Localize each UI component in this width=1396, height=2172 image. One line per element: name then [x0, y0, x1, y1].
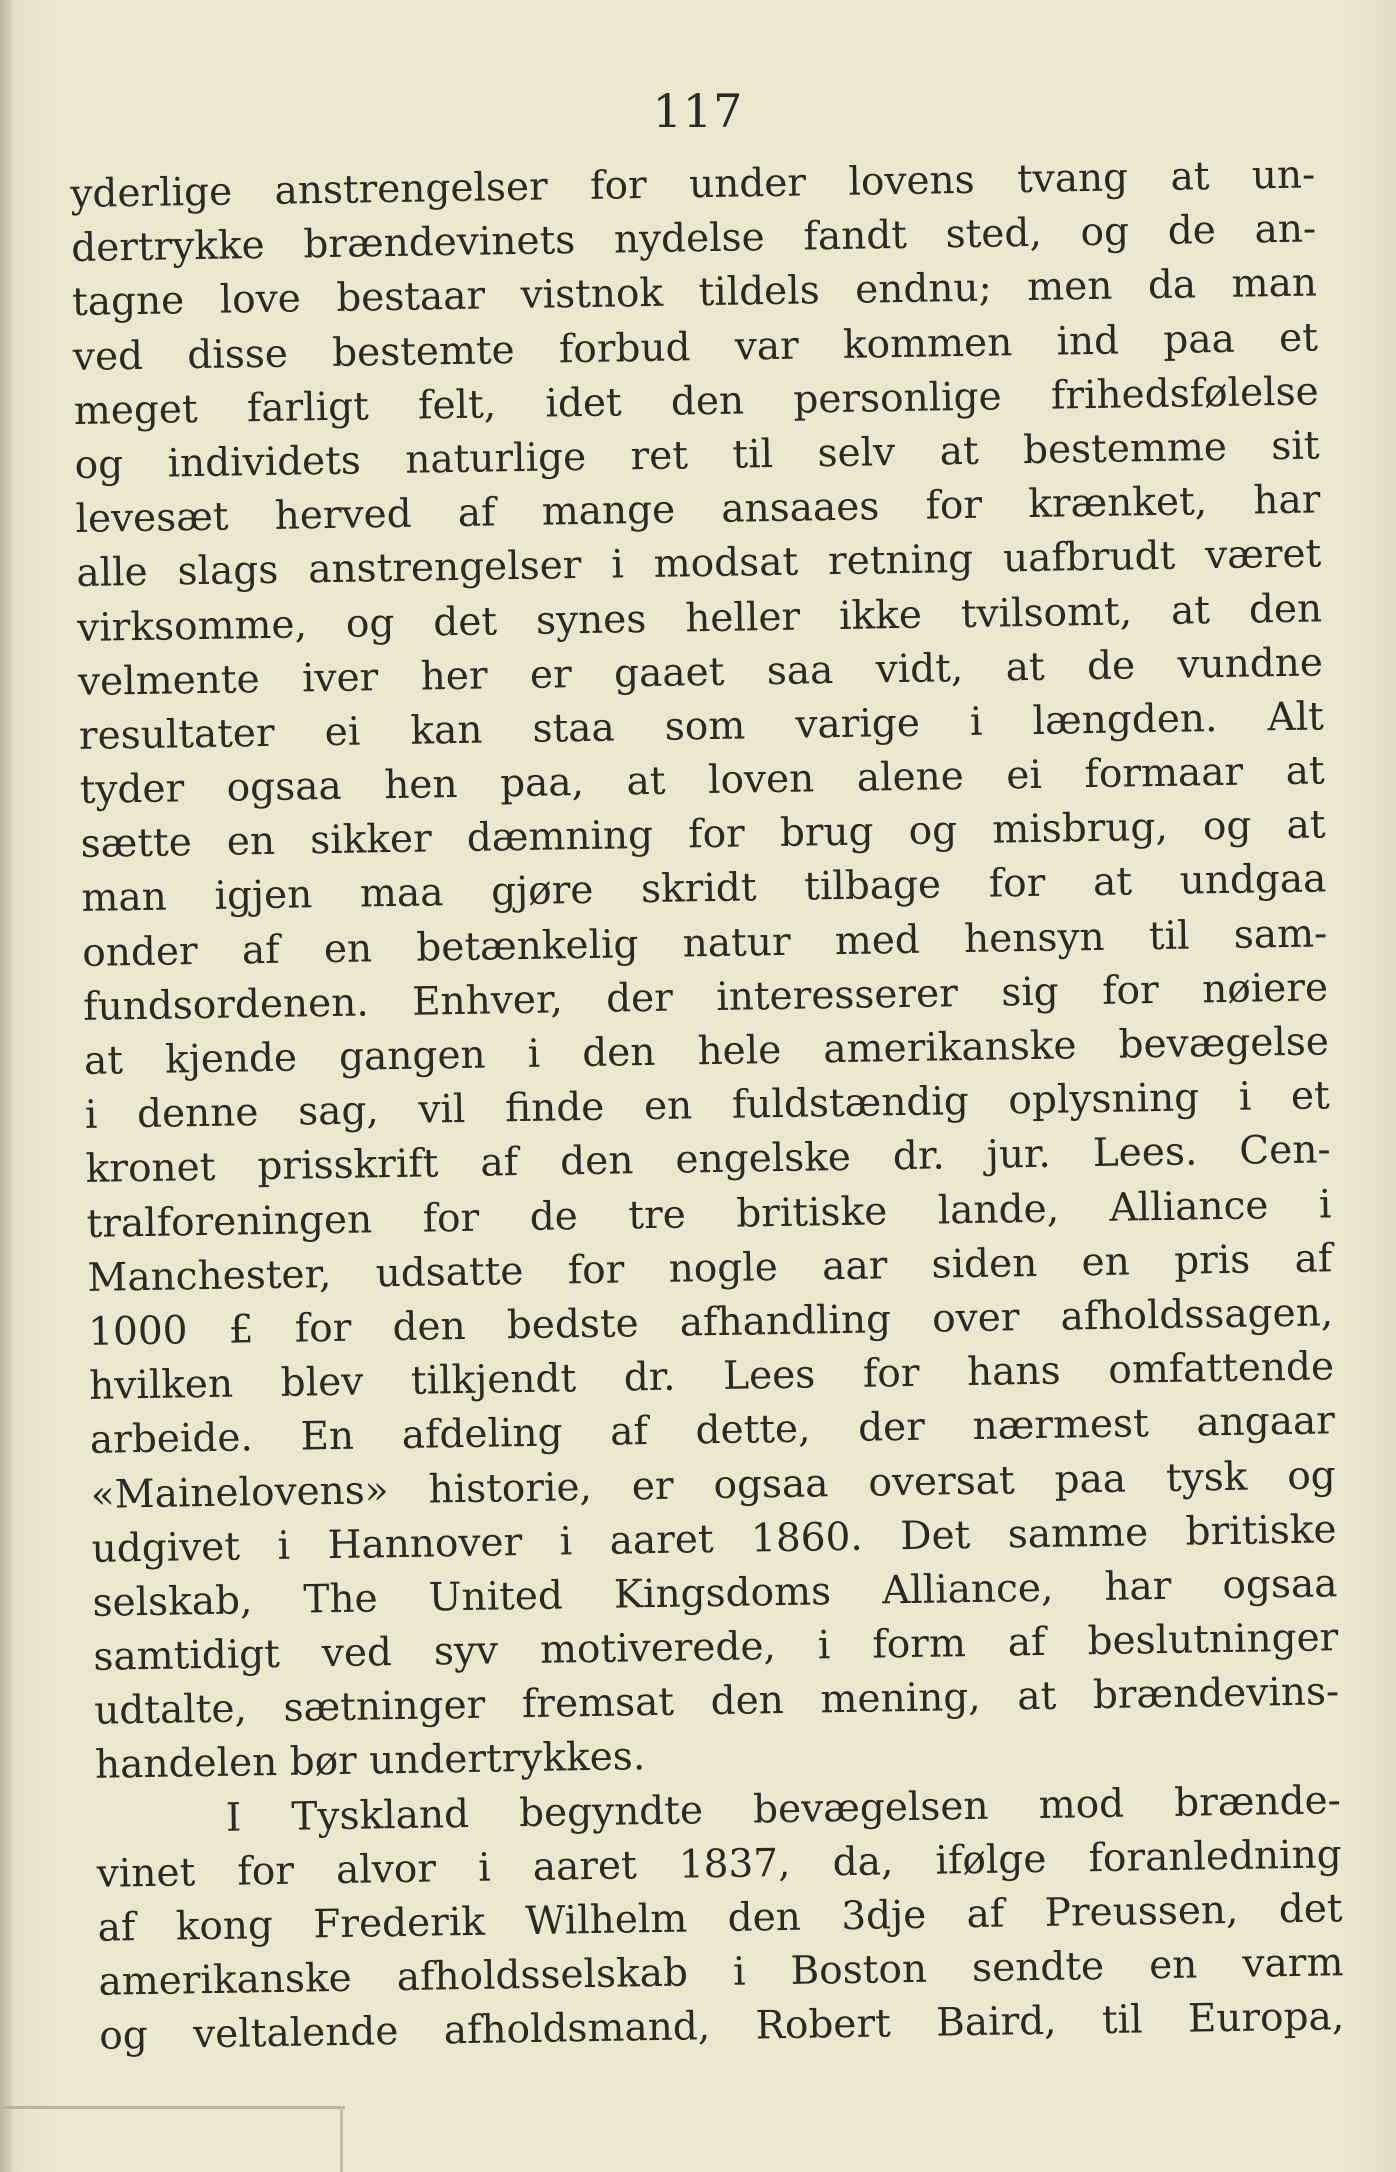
text-line: man igjen maa gjøre skridt tilbage for at undgaa — [81, 856, 1327, 922]
text-line: fundsordenen. Enhver, der interesserer sig for nøiere — [82, 965, 1329, 1030]
text-line: selskab, The United Kingsdoms Alliance, har ogsaa — [92, 1561, 1338, 1626]
text-line: og individets naturlige ret til selv at bestemme sit — [74, 423, 1320, 488]
text-line: i denne sag, vil finde en fuldstændig oplysning i et — [84, 1073, 1331, 1139]
text-line: handelen bør undertrykkes. — [94, 1734, 646, 1789]
text-line: velmente iver her er gaaet saa vidt, at de vundne — [77, 640, 1324, 705]
text-line: samtidigt ved syv motiverede, i form af beslutninger — [93, 1615, 1339, 1680]
text-line: meget farligt felt, idet den personlige frihedsfølelse — [73, 369, 1320, 434]
page-binding-edge — [0, 0, 12, 2172]
text-line: dertrykke brændevinets nydelse fandt sted, og de an- — [70, 206, 1317, 272]
text-line: tagne love bestaar vistnok tildels endnu; men da man — [71, 260, 1318, 326]
page-number: 117 — [652, 84, 744, 138]
body-text — [70, 148, 1345, 2064]
text-line: resultater ei kan staa som varige i længden. Alt — [78, 694, 1325, 759]
text-line: arbeide. En afdeling af dette, der nærmest angaar — [89, 1398, 1336, 1464]
page-scan-mark — [0, 2106, 345, 2109]
text-line: «Mainelovens» historie, er ogsaa oversat paa tysk og — [90, 1452, 1337, 1518]
text-line: alle slags anstrengelser i modsat retning uafbrudt været — [76, 531, 1322, 597]
text-line: udtalte, sætninger fremsat den mening, at brændevins- — [93, 1669, 1340, 1735]
text-line: 1000 £ for den bedste afhandling over afholdssagen, — [87, 1290, 1334, 1355]
text-line: Manchester, udsatte for nogle aar siden en pris af — [87, 1236, 1333, 1301]
text-line: udgivet i Hannover i aaret 1860. Det samme britiske — [91, 1506, 1337, 1572]
text-line: levesæt herved af mange ansaaes for krænket, har — [75, 477, 1321, 543]
text-line: yderlige anstrengelser for under lovens tvang at un- — [70, 152, 1316, 217]
page-scan-mark — [340, 2106, 343, 2172]
text-line: af kong Frederik Wilhelm den 3dje af Preussen, det — [97, 1886, 1343, 1951]
text-line: hvilken blev tilkjendt dr. Lees for hans omfattende — [88, 1344, 1335, 1409]
text-line-paragraph-start: I Tyskland begyndte bevægelsen mod brænde- — [225, 1777, 1342, 1841]
text-line: vinet for alvor i aaret 1837, da, ifølge foranledning — [96, 1832, 1343, 1897]
text-line: tyder ogsaa hen paa, at loven alene ei formaar at — [79, 748, 1325, 813]
text-line: sætte en sikker dæmning for brug og misbrug, og at — [80, 802, 1326, 868]
text-line: og veltalende afholdsmand, Robert Baird, til Europa, — [99, 1994, 1345, 2060]
text-line: at kjende gangen i den hele amerikanske bevægelse — [83, 1019, 1330, 1084]
text-line: tralforeningen for de tre britiske lande, Alliance i — [86, 1181, 1332, 1247]
text-line: kronet prisskrift af den engelske dr. jur. Lees. Cen- — [85, 1127, 1331, 1193]
text-line: amerikanske afholdsselskab i Boston sendte en varm — [98, 1940, 1344, 2005]
text-line: ved disse bestemte forbud var kommen ind paa et — [72, 314, 1319, 380]
text-line: onder af en betænkelig natur med hensyn til sam- — [81, 910, 1328, 976]
text-line: virksomme, og det synes heller ikke tvilsomt, at den — [76, 585, 1323, 651]
